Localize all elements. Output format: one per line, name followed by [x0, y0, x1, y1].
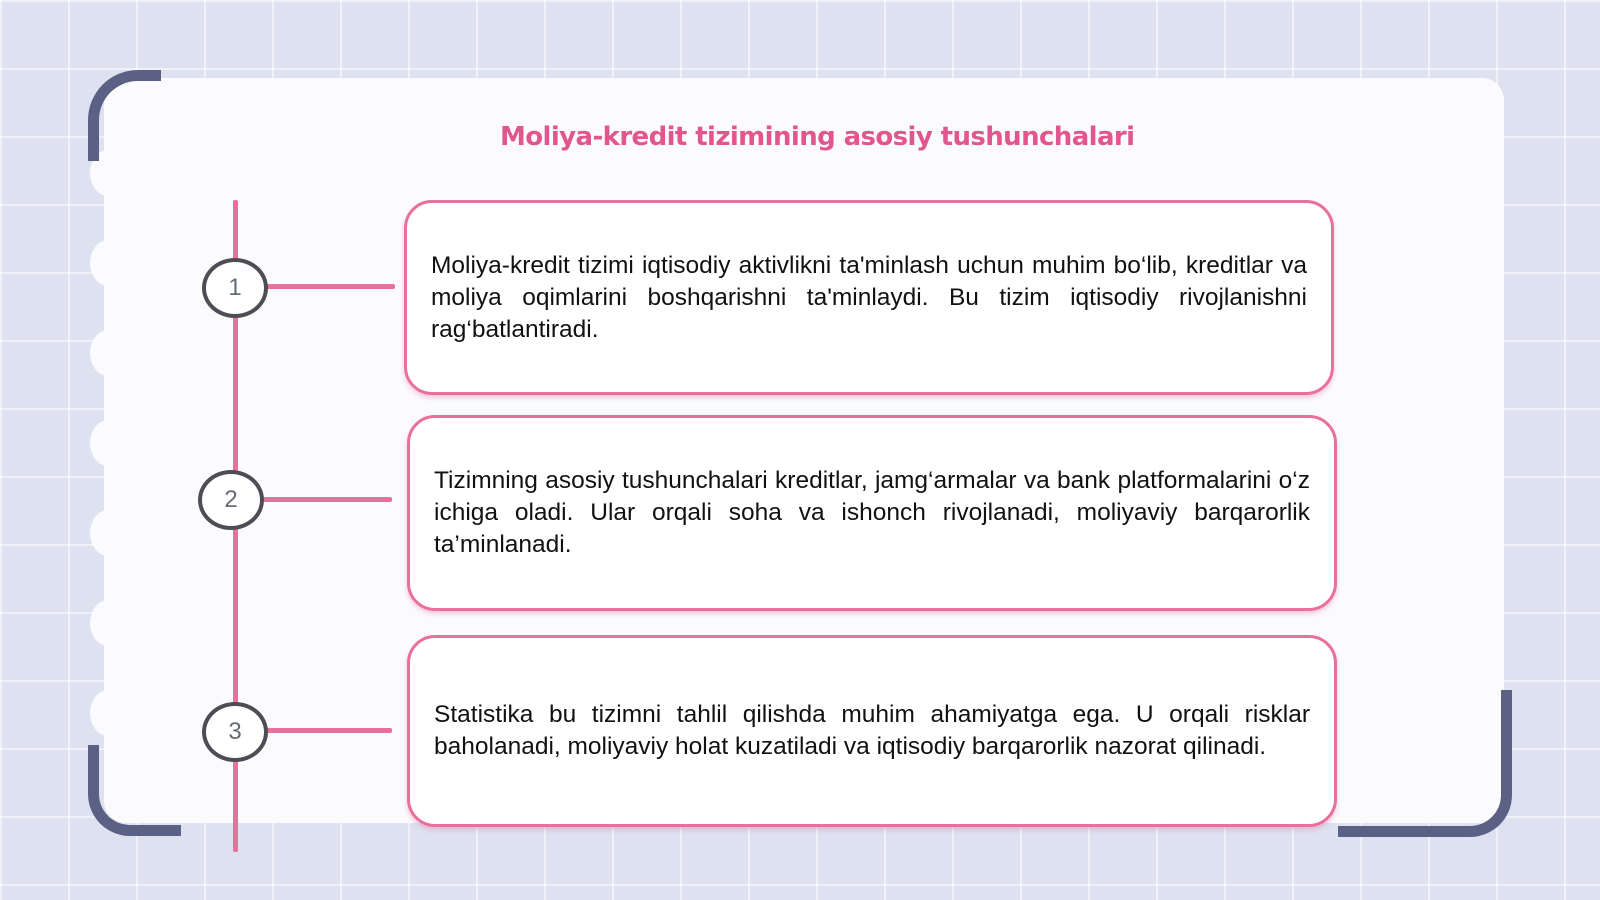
step-number-2: 2 [198, 470, 264, 530]
paper-scallop [90, 600, 126, 646]
frame-corner-bottom-left [88, 745, 181, 836]
paper-scallop [90, 420, 126, 466]
timeline-connector-1 [266, 284, 395, 289]
paper-scallop [90, 240, 126, 286]
frame-corner-top-left [88, 70, 161, 161]
slide-title: Moliya-kredit tizimining asosiy tushunchalari [500, 122, 1135, 152]
timeline-connector-3 [266, 728, 392, 733]
step-number-1: 1 [202, 258, 268, 318]
frame-corner-bottom-right [1338, 690, 1512, 837]
step-text-1: Moliya-kredit tizimi iqtisodiy aktivlikni ta'minlash uchun muhim bo‘lib, kreditlar va moliya oqimlarini boshqarishni ta'minlaydi. Bu tizim iqtisodiy rivojlanishni rag‘batlantiradi. [431, 251, 1307, 343]
paper-scallop [90, 510, 126, 556]
step-number-3: 3 [202, 702, 268, 762]
step-card-1 [404, 200, 1334, 395]
step-text-2: Tizimning asosiy tushunchalari kreditlar, jamg‘armalar va bank platformalarini o‘z ichiga oladi. Ular orqali soha va ishonch rivojlanadi, moliyaviy barqarorlik ta’minlanadi. [434, 467, 1310, 558]
step-card-2 [407, 415, 1337, 611]
step-card-3 [407, 635, 1337, 827]
paper-scallop [90, 690, 126, 736]
timeline-connector-2 [262, 497, 392, 502]
paper-scallop [90, 330, 126, 376]
step-text-3: Statistika bu tizimni tahlil qilishda muhim ahamiyatga ega. U orqali risklar baholanadi, moliyaviy holat kuzatiladi va iqtisodiy barqarorlik nazorat qilinadi. [434, 701, 1310, 760]
